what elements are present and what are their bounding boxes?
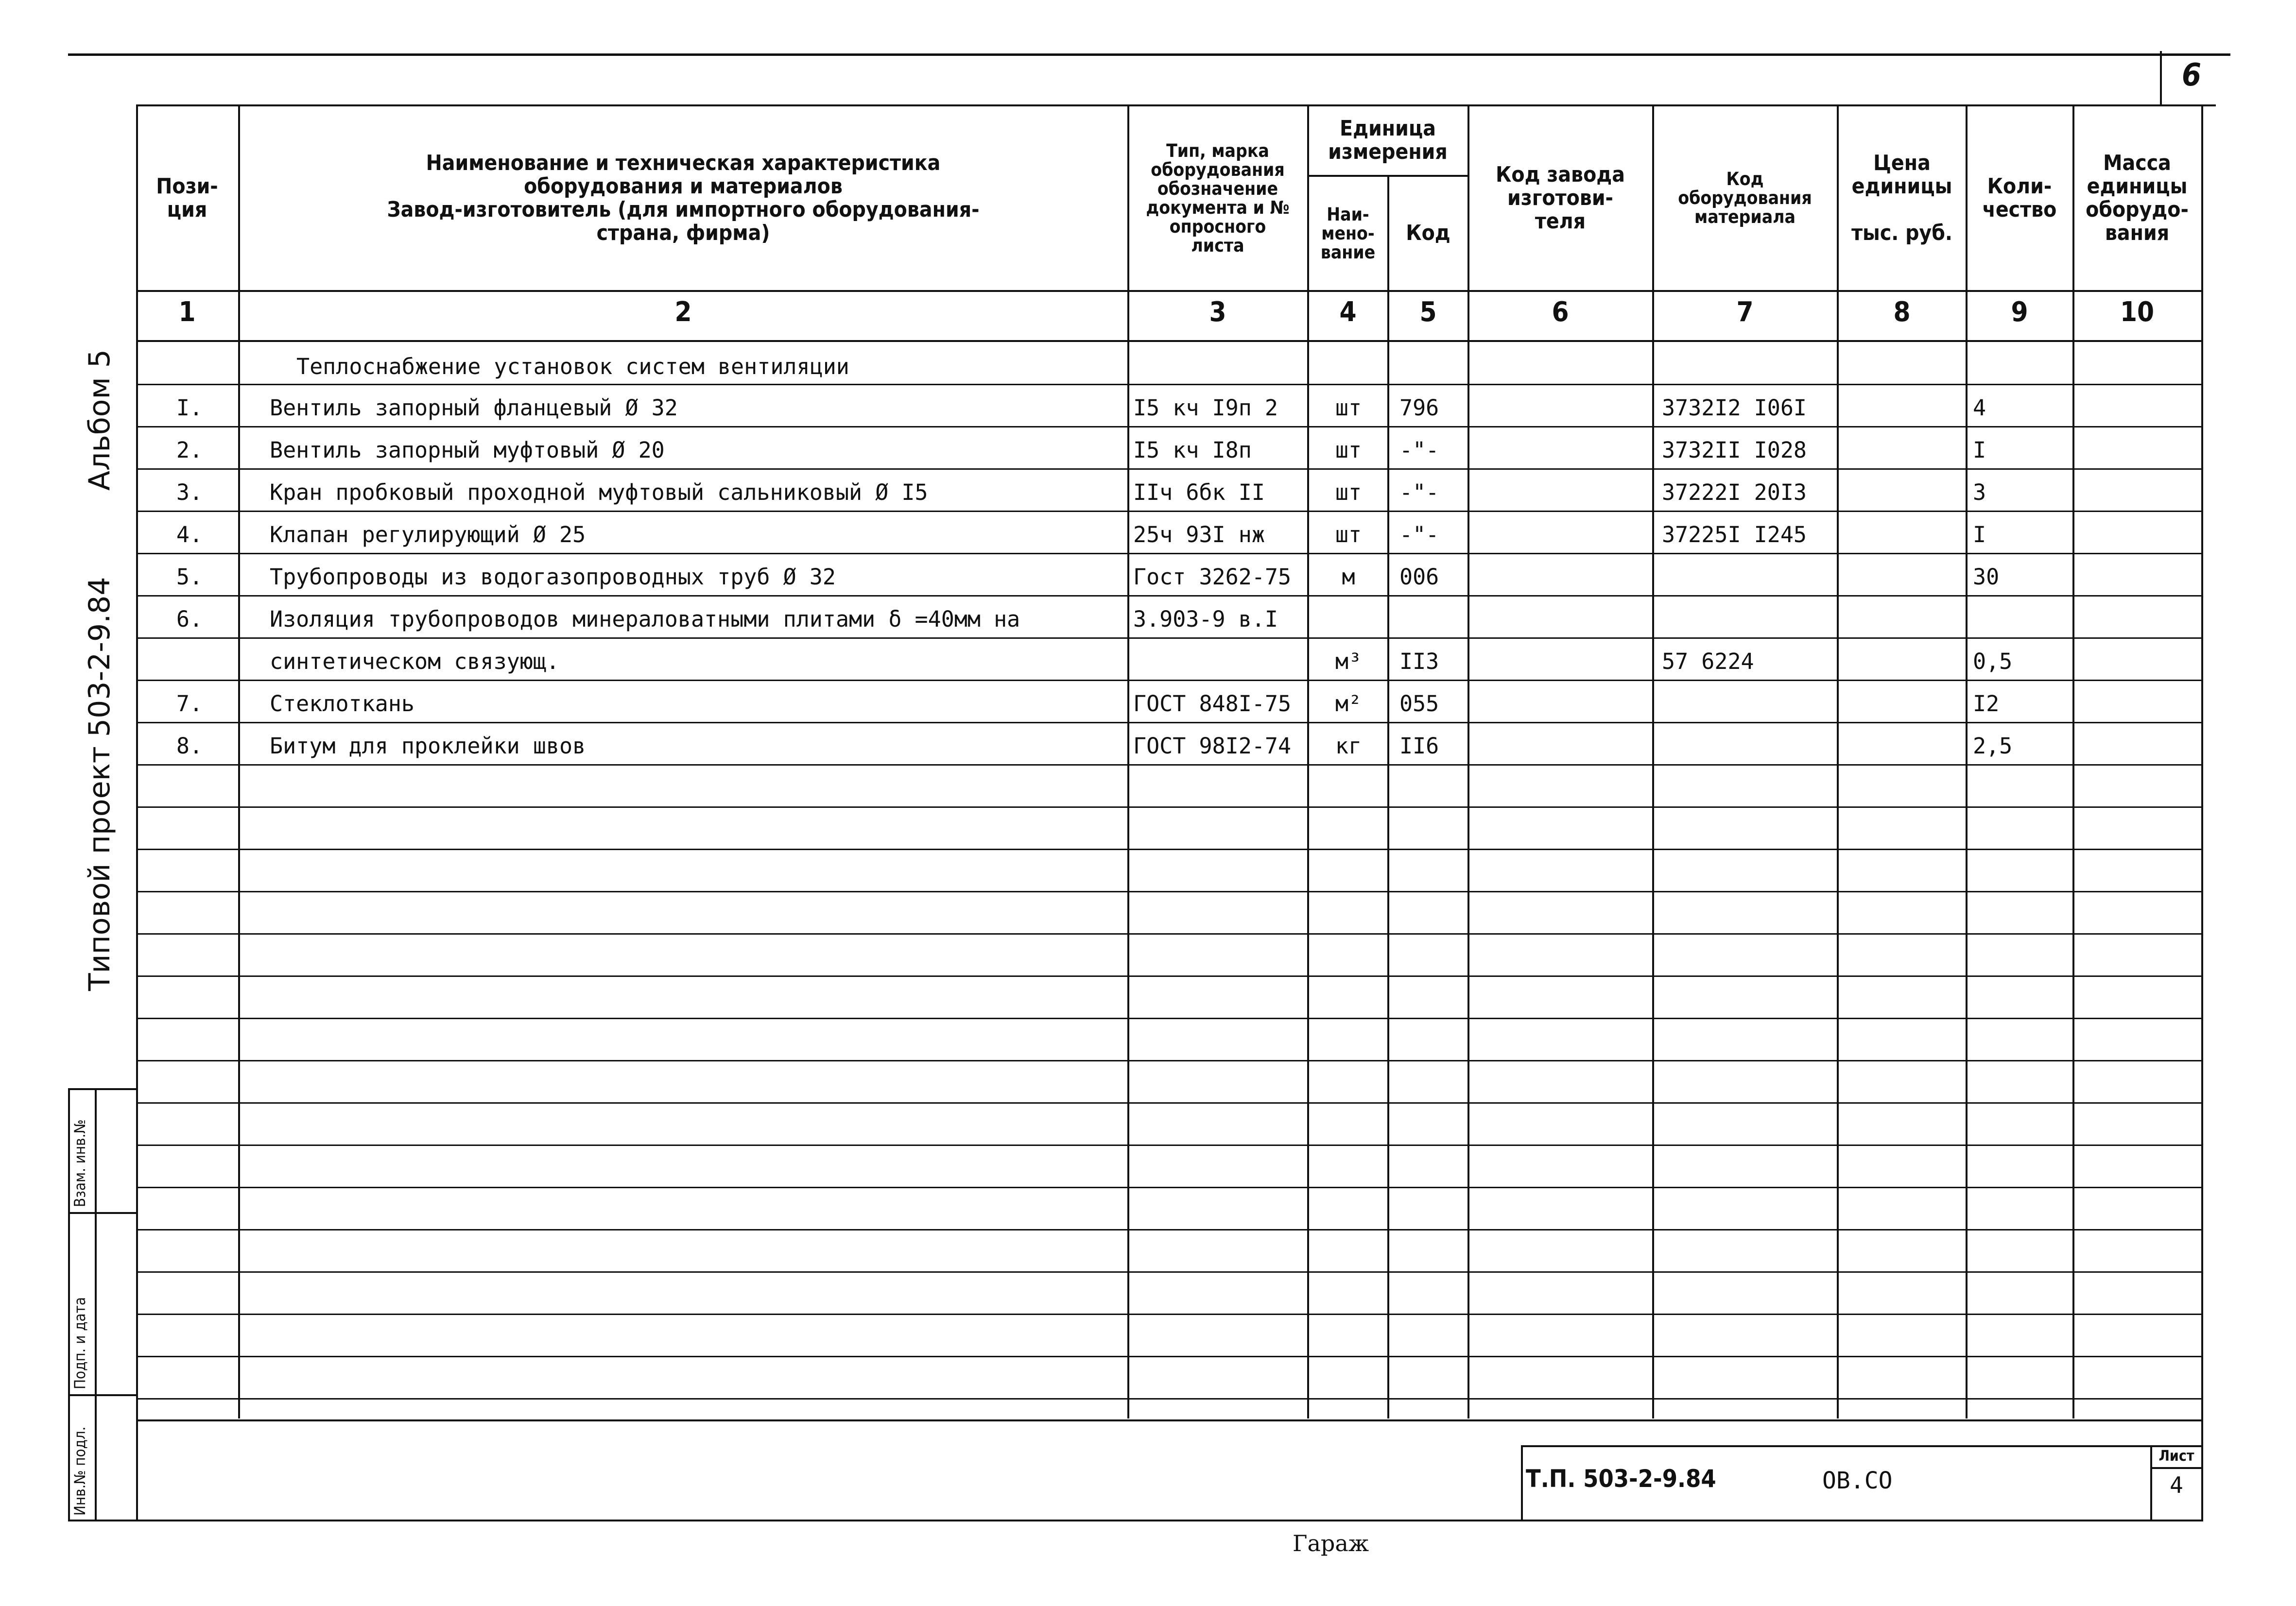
row-line <box>136 1271 2201 1273</box>
cell-name: Вентиль запорный муфтовый Ø 20 <box>270 437 665 463</box>
cell-name: синтетическом связующ. <box>270 649 560 674</box>
cell-code: 57 6224 <box>1662 649 1754 674</box>
colnum-6: 6 <box>1552 296 1569 328</box>
project-label: Типовой проект 503-2-9.84 <box>83 577 117 991</box>
header-bottom-line <box>136 290 2201 292</box>
cell-code: 3732I2 I06I <box>1662 395 1807 421</box>
row-line <box>136 468 2201 470</box>
header-name: Наименование и техническая характеристика оборудования и материалов Завод-изготовитель (для импортного оборудования- страна, фирма) <box>387 150 980 245</box>
cell-unit: м <box>1342 564 1355 590</box>
section-title: Теплоснабжение установок систем вентиляции <box>296 354 849 379</box>
cell-pos: 6. <box>176 606 203 632</box>
sheet-label: Лист <box>2158 1448 2194 1465</box>
cell-qty: 0,5 <box>1973 649 2013 674</box>
sheet-number: 6 <box>2181 57 2202 93</box>
row-line <box>136 806 2201 808</box>
row-line <box>136 722 2201 723</box>
cell-type: I5 кч I9п 2 <box>1133 395 1278 421</box>
stamp-top <box>68 1088 136 1090</box>
colnum-3: 3 <box>1209 296 1226 328</box>
cell-qty: 30 <box>1973 564 2000 590</box>
header-price: Цена единицы тыс. руб. <box>1851 150 1952 245</box>
stamp-sep-1 <box>68 1212 136 1214</box>
header-unit: Единица измерения <box>1328 116 1448 164</box>
row-line <box>136 511 2201 512</box>
row-line <box>136 1145 2201 1146</box>
colnum-8: 8 <box>1893 296 1911 328</box>
cell-name: Стеклоткань <box>270 691 415 717</box>
row-line <box>136 1102 2201 1104</box>
cell-ucode: 006 <box>1399 564 1439 590</box>
designation: Т.П. 503-2-9.84 <box>1526 1465 1716 1493</box>
header-mass: Масса единицы оборудо- вания <box>2086 150 2189 245</box>
colnum-5: 5 <box>1419 296 1437 328</box>
cell-ucode: 796 <box>1399 395 1439 421</box>
colnum-bottom-line <box>136 340 2201 342</box>
table-end-line <box>136 1419 2201 1421</box>
row-line <box>136 637 2201 639</box>
cell-type: 25ч 93I нж <box>1133 522 1265 547</box>
cell-type: ГОСТ 848I-75 <box>1133 691 1292 717</box>
cell-unit: м² <box>1335 691 1362 717</box>
row-line <box>136 975 2201 977</box>
titleblock-sheet-left <box>2150 1445 2152 1521</box>
frame-top <box>136 104 2216 106</box>
cell-type: I5 кч I8п <box>1133 437 1252 463</box>
sheet-box-left <box>2160 51 2162 105</box>
row-line <box>136 1356 2201 1357</box>
cell-code: 37225I I245 <box>1662 522 1807 547</box>
row-line <box>136 1187 2201 1188</box>
cell-type: 3.903-9 в.I <box>1133 606 1278 632</box>
cell-pos: 4. <box>176 522 203 547</box>
cell-ucode: -"- <box>1399 522 1439 547</box>
row-line <box>136 1398 2201 1400</box>
cell-code: 37222I 20I3 <box>1662 479 1807 505</box>
row-line <box>136 384 2201 385</box>
row-line <box>136 1229 2201 1230</box>
row-line <box>136 891 2201 892</box>
sheet-value: 4 <box>2170 1472 2183 1498</box>
cell-code: 3732II I028 <box>1662 437 1807 463</box>
stamp-sep-2 <box>68 1394 136 1396</box>
frame-right <box>2201 104 2203 1521</box>
cell-unit: шт <box>1335 395 1362 421</box>
stamp-bottom <box>68 1520 136 1521</box>
stamp-left-edge <box>68 1088 70 1521</box>
frame-bottom <box>136 1520 2203 1521</box>
cell-pos: 3. <box>176 479 203 505</box>
cell-unit: м³ <box>1335 649 1362 674</box>
cell-unit: кг <box>1335 733 1362 759</box>
cell-name: Клапан регулирующий Ø 25 <box>270 522 586 547</box>
cell-name: Трубопроводы из водогазопроводных труб Ø 32 <box>270 564 836 590</box>
row-line <box>136 1314 2201 1315</box>
cell-type: IIч 6бк II <box>1133 479 1265 505</box>
cell-unit: шт <box>1335 437 1362 463</box>
colnum-4: 4 <box>1339 296 1357 328</box>
row-line <box>136 849 2201 850</box>
titleblock-sheet-sep <box>2150 1467 2201 1469</box>
cell-ucode: II3 <box>1399 649 1439 674</box>
footer-caption: Гараж <box>1293 1530 1369 1556</box>
cell-qty: I <box>1973 437 1986 463</box>
album-label: Альбом 5 <box>83 349 117 491</box>
stamp-mid-edge <box>95 1088 97 1521</box>
top-rule <box>68 53 2230 56</box>
stamp-label-replace: Взам. инв.№ <box>71 1119 89 1207</box>
colnum-2: 2 <box>674 296 692 328</box>
document-code: ОВ.СО <box>1822 1467 1893 1494</box>
cell-qty: I2 <box>1973 691 2000 717</box>
cell-qty: 2,5 <box>1973 733 2013 759</box>
cell-qty: I <box>1973 522 1986 547</box>
cell-pos: 7. <box>176 691 203 717</box>
header-type: Тип, марка оборудования обозначение документа и № опросного листа <box>1146 140 1290 256</box>
cell-name: Кран пробковый проходной муфтовый сальниковый Ø I5 <box>270 479 928 505</box>
header-unit-code: Код <box>1406 221 1450 245</box>
cell-ucode: -"- <box>1399 437 1439 463</box>
cell-type: ГОСТ 98I2-74 <box>1133 733 1292 759</box>
cell-pos: I. <box>176 395 203 421</box>
row-line <box>136 764 2201 766</box>
row-line <box>136 553 2201 554</box>
row-line <box>136 1060 2201 1061</box>
cell-ucode: II6 <box>1399 733 1439 759</box>
cell-qty: 4 <box>1973 395 1986 421</box>
col-line-4 <box>1387 175 1389 1418</box>
header-pos: Пози- ция <box>156 173 218 222</box>
stamp-label-sign: Подп. и дата <box>71 1297 89 1389</box>
header-equipment-code: Код оборудования материала <box>1678 169 1812 227</box>
colnum-1: 1 <box>178 296 196 328</box>
titleblock-left <box>1521 1445 1523 1521</box>
cell-pos: 2. <box>176 437 203 463</box>
cell-pos: 8. <box>176 733 203 759</box>
cell-name: Битум для проклейки швов <box>270 733 586 759</box>
cell-ucode: 055 <box>1399 691 1439 717</box>
cell-qty: 3 <box>1973 479 1986 505</box>
row-line <box>136 426 2201 427</box>
cell-ucode: -"- <box>1399 479 1439 505</box>
header-unit-name: Наи- мено- вание <box>1320 204 1376 263</box>
cell-type: Гост 3262-75 <box>1133 564 1292 590</box>
header-quantity: Коли- чество <box>1982 173 2057 222</box>
cell-name: Изоляция трубопроводов минераловатными плитами δ =40мм на <box>270 606 1020 632</box>
stamp-label-inv: Инв.№ подл. <box>71 1426 89 1516</box>
colnum-9: 9 <box>2011 296 2028 328</box>
row-line <box>136 595 2201 597</box>
cell-name: Вентиль запорный фланцевый Ø 32 <box>270 395 678 421</box>
colnum-7: 7 <box>1736 296 1754 328</box>
header-factory-code: Код завода изготови- теля <box>1496 162 1625 234</box>
titleblock-top <box>1521 1445 2201 1447</box>
row-line <box>136 933 2201 935</box>
colnum-10: 10 <box>2120 296 2155 328</box>
row-line <box>136 1018 2201 1019</box>
cell-unit: шт <box>1335 522 1362 547</box>
cell-unit: шт <box>1335 479 1362 505</box>
cell-pos: 5. <box>176 564 203 590</box>
row-line <box>136 680 2201 681</box>
